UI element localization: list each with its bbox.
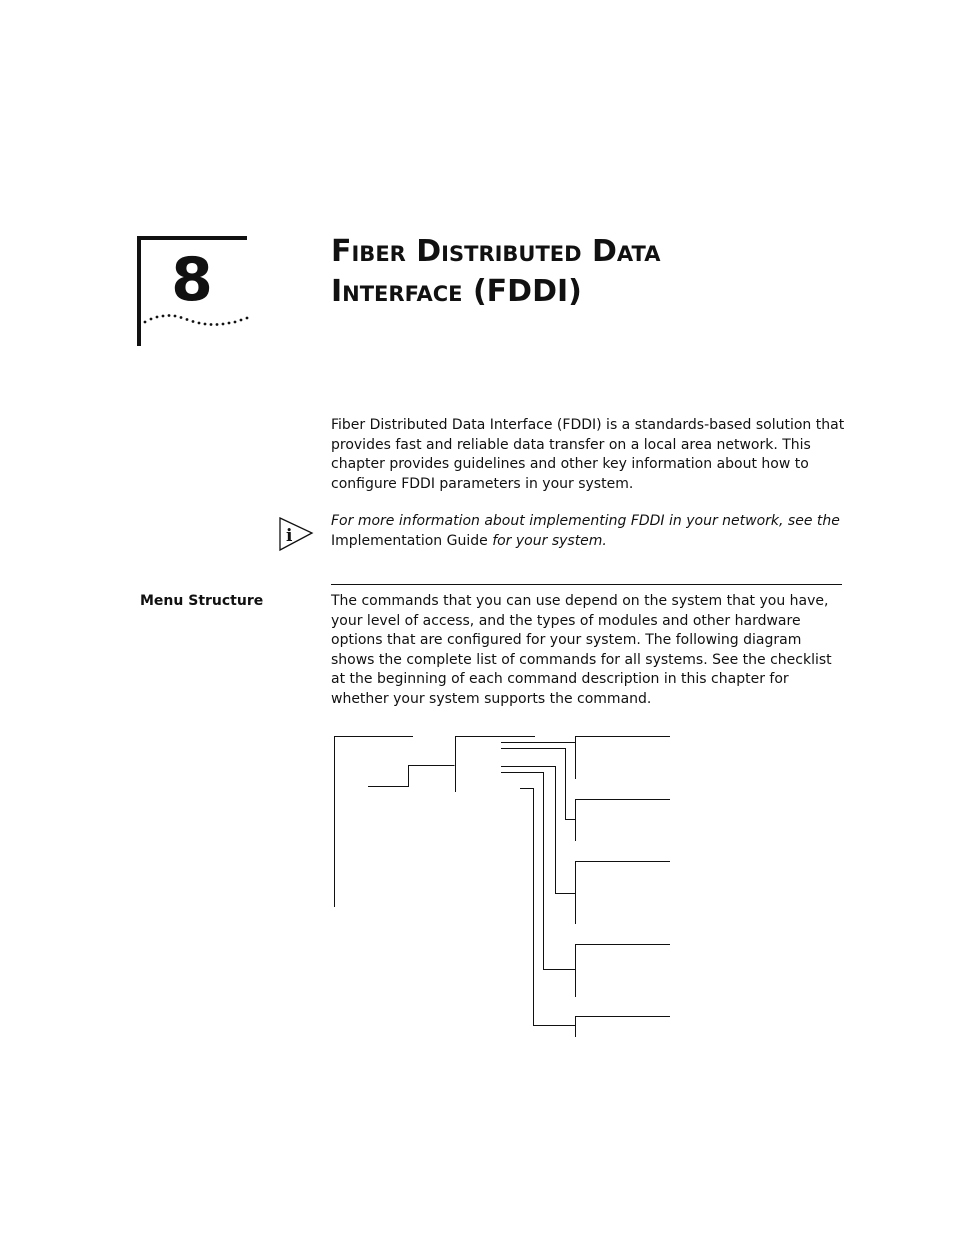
- diagram-group-4: [576, 945, 671, 998]
- diagram-branch-connector: [368, 766, 455, 787]
- intro-paragraph: Fiber Distributed Data Interface (FDDI) is a standards-based solution that provides fast and reliable data transfer on a local area network. This chapter provides guidelines and other key information about how to configure FDDI parameters in your system.: [331, 417, 845, 492]
- diagram-root-connector: [335, 737, 414, 908]
- diagram-group-1: [576, 737, 671, 780]
- diagram-group-3: [576, 862, 671, 925]
- note-text-part-1: For more information about implementing FDDI in your network, see the: [331, 513, 840, 529]
- diagram-stair-5: [520, 789, 575, 1026]
- note-text-part-3: for your system.: [492, 532, 607, 549]
- diagram-stair-2: [501, 749, 575, 820]
- section-paragraph: The commands that you can use depend on the system that you have, your level of access, and the types of modules and other hardware options that are configured for your system. The following diagram shows the complete list of commands for all systems. See the checklist at the beginning of each command description in this chapter for whether your system supports the command.: [331, 593, 832, 707]
- chapter-title-line-1: Fiber Distributed Data: [331, 234, 661, 269]
- diagram-stair-4: [501, 773, 575, 970]
- diagram-group-5: [576, 1017, 671, 1038]
- diagram-group-2: [576, 800, 671, 842]
- diagram-level2-connector: [456, 737, 536, 793]
- diagram-stair-3: [501, 767, 575, 894]
- svg-text:i: i: [286, 526, 293, 546]
- chapter-title-line-2: Interface (FDDI): [331, 274, 582, 309]
- chapter-number: 8: [171, 245, 213, 315]
- note-text-part-2: Implementation Guide: [331, 532, 488, 549]
- section-heading: Menu Structure: [140, 593, 264, 609]
